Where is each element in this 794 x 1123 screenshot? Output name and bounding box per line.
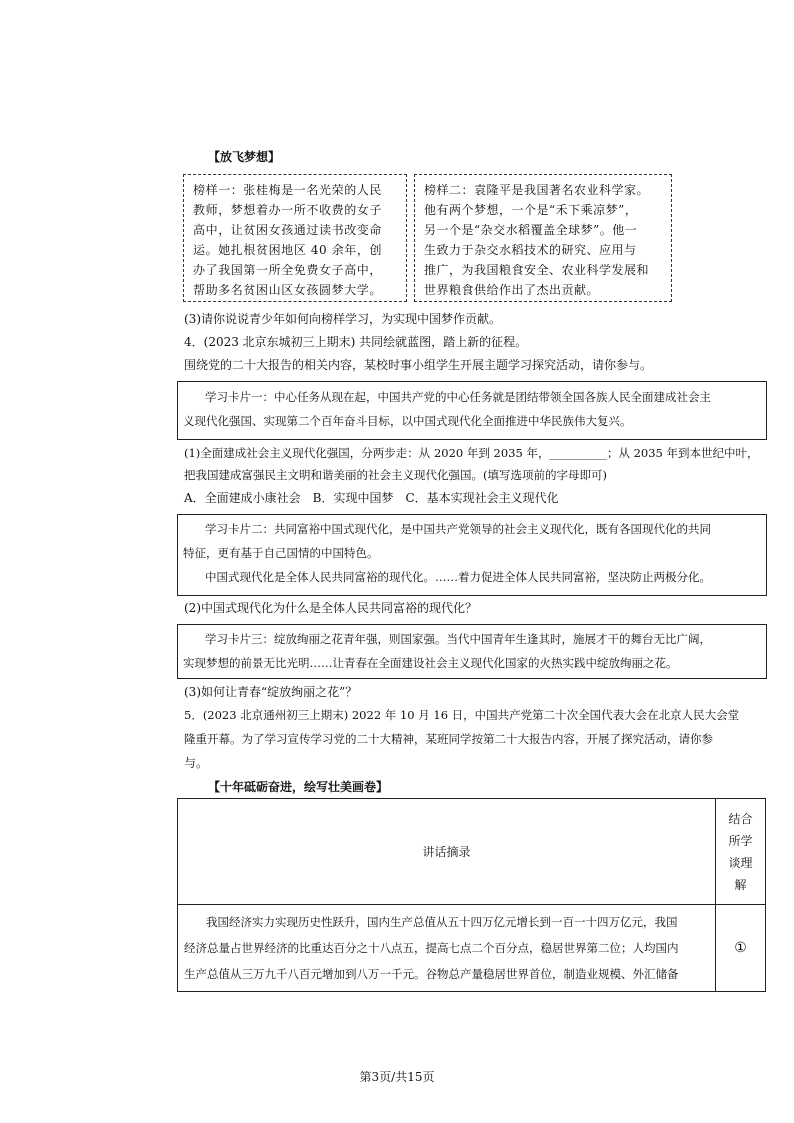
row1-line: 生产总值从三万九千八百元增加到八万一千元。谷物总产量稳居世界首位，制造业规模、外汇储备 (184, 967, 679, 981)
row1-excerpt (178, 905, 716, 992)
card3-line: 实现梦想的前景无比光明……让青春在全面建设社会主义现代化国家的火热实践中绽放绚丽之花。 (183, 656, 678, 670)
header-right-line: 结合 (728, 811, 753, 826)
question-5-line: 隆重开幕。为了学习宣传学习党的二十大精神，某班同学按第二十大报告内容，开展了探究活动，请你参 (184, 732, 713, 746)
card1-line: 学习卡片一：中心任务从现在起，中国共产党的中心任务就是团结带领全国各族人民全面建成社会主 (205, 390, 711, 404)
model1-line: 榜样一：张桂梅是一名光荣的人民 (193, 183, 383, 197)
model2-line: 推广，为我国粮食安全、农业科学发展和 (424, 263, 650, 277)
model2-line: 生致力于杂交水稻技术的研究、应用与 (424, 243, 637, 257)
question-3: (3)请你说说青少年如何向榜样学习，为实现中国梦作贡献。 (184, 312, 502, 326)
question-4-1: (1)全面建成社会主义现代化强国，分两步走：从 2020 年到 2035 年，__________；从 2035 年到本世纪中叶， (184, 446, 759, 460)
table-header-right (716, 799, 766, 905)
model1-line: 办了我国第一所全免费女子高中， (193, 263, 383, 277)
table-row (178, 905, 766, 992)
row1-answer-cell[interactable] (716, 905, 766, 992)
speech-table (177, 798, 766, 992)
card3-line: 学习卡片三：绽放绚丽之花青年强，则国家强。当代中国青年生逢其时，施展才干的舞台无比广阔， (205, 632, 711, 646)
question-4-header: 4．(2023 北京东城初三上期末) 共同绘就蓝图，踏上新的征程。 (184, 335, 528, 349)
section-title-fly-dream: 【放飞梦想】 (208, 150, 281, 164)
header-speech-excerpt: 讲话摘录 (422, 845, 471, 859)
card2-line: 特征，更有基于自己国情的中国特色。 (183, 546, 379, 560)
question-4-intro: 围绕党的二十大报告的相关内容，某校时事小组学生开展主题学习探究活动，请你参与。 (184, 358, 653, 372)
table-header-row (178, 799, 766, 905)
card2-line: 中国式现代化是全体人民共同富裕的现代化。……着力促进全体人民共同富裕，坚决防止两极分化。 (205, 570, 711, 584)
model2-line: 另一个是“杂交水稻覆盖全球梦”。他一 (424, 223, 638, 237)
model1-line: 高中，让贫困女孩通过读书改变命 (193, 223, 383, 237)
table-header-left (178, 799, 716, 905)
page-footer: 第3页/共15页 (359, 1070, 435, 1084)
model1-line: 帮助多名贫困山区女孩圆梦大学。 (193, 283, 383, 297)
card1-line: 义现代化强国、实现第二个百年奋斗目标，以中国式现代化全面推进中华民族伟大复兴。 (183, 414, 632, 428)
question-5-line: 5．(2023 北京通州初三上期末) 2022 年 10 月 16 日，中国共产党第二十次全国代表大会在北京人民大会堂 (184, 708, 740, 722)
row1-line: 经济总量占世界经济的比重达百分之十八点五，提高七点二个百分点，稳居世界第二位；人均国内 (184, 941, 679, 955)
model2-line: 世界粮食供给作出了杰出贡献。 (424, 283, 600, 297)
header-right-line: 谈理 (728, 855, 753, 870)
question-4-1-cont: 把我国建成富强民主文明和谐美丽的社会主义现代化强国。(填写选项前的字母即可) (184, 468, 607, 482)
question-4-1-options: A．全面建成小康社会 B．实现中国梦 C．基本实现社会主义现代化 (184, 491, 559, 505)
header-right-line: 所学 (728, 833, 753, 848)
model1-line: 运。她扎根贫困地区 40 余年，创 (193, 243, 383, 257)
model1-line: 教师，梦想着办一所不收费的女子 (193, 203, 383, 217)
card2-line: 学习卡片二：共同富裕中国式现代化，是中国共产党领导的社会主义现代化，既有各国现代化的共同 (205, 522, 711, 536)
section-title-decade: 【十年砥砺奋进，绘写壮美画卷】 (208, 780, 389, 794)
question-5-line: 与。 (184, 756, 209, 770)
answer-mark-1: ① (734, 940, 747, 956)
header-right-line: 解 (734, 877, 747, 892)
question-4-2: (2)中国式现代化为什么是全体人民共同富裕的现代化？ (184, 601, 478, 615)
row1-line: 我国经济实力实现历史性跃升，国内生产总值从五十四万亿元增长到一百一十四万亿元，我国 (206, 915, 678, 929)
model2-line: 榜样二：袁隆平是我国著名农业科学家。 (424, 183, 650, 197)
question-4-3: (3)如何让青春“绽放绚丽之花”？ (184, 685, 358, 699)
model2-line: 他有两个梦想，一个是“禾下乘凉梦”， (424, 203, 638, 217)
